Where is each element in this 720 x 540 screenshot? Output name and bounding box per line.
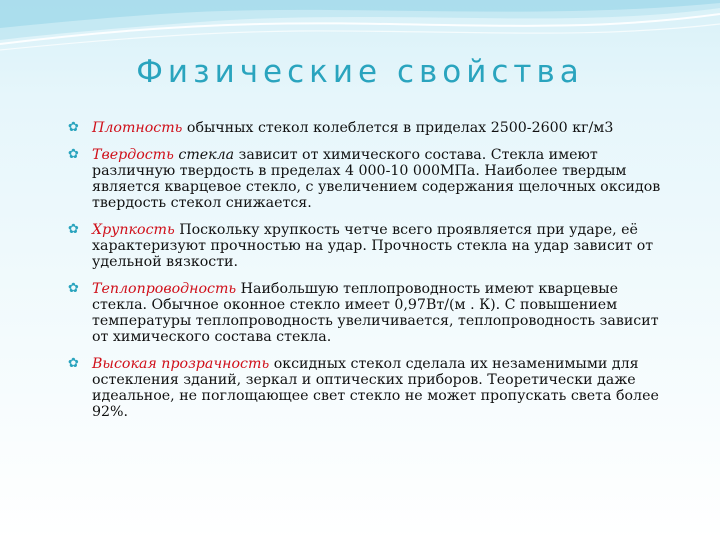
property-term: Плотность	[92, 120, 183, 136]
property-term: Высокая прозрачность	[92, 356, 270, 372]
property-description: Поскольку хрупкость четче всего проявляется при ударе, её характеризуют прочностью на удар. Прочность стекла на удар зависит от удельной вязкости.	[92, 222, 654, 270]
flower-bullet-icon: ✿	[68, 120, 79, 135]
flower-bullet-icon: ✿	[68, 356, 79, 371]
property-term: Теплопроводность	[92, 281, 237, 297]
flower-bullet-icon: ✿	[68, 222, 79, 237]
page-title: Физические свойства	[136, 54, 584, 90]
property-description: оксидных стекол сделала их незаменимыми для остекления зданий, зеркал и оптических приборов. Теоретически даже идеальное, не поглощающее свет стекло не может пропускать света более 92%.	[92, 356, 659, 420]
list-item	[64, 222, 664, 270]
list-item	[64, 356, 664, 420]
flower-bullet-icon: ✿	[68, 147, 79, 162]
property-term: Твердость	[92, 147, 174, 163]
list-item	[64, 147, 664, 211]
property-description: Наибольшую теплопроводность имеют кварцевые стекла. Обычное оконное стекло имеет 0,97Вт/(м . К). С повышением температуры теплопроводность увеличивается, теплопроводность зависит от химического состава стекла.	[92, 281, 659, 345]
property-description: обычных стекол колеблется в приделах 2500-2600 кг/м3	[182, 120, 614, 136]
flower-bullet-icon: ✿	[68, 281, 79, 296]
property-term: Хрупкость	[92, 222, 175, 238]
property-description: зависит от химического состава. Стекла имеют различную твердость в пределах 4 000-10 000МПа. Наиболее твердым является кварцевое стекло, с увеличением содержания щелочных оксидов твердость стекол снижается.	[92, 147, 661, 211]
list-item	[64, 281, 664, 345]
property-term-suffix: стекла	[173, 147, 235, 163]
properties-list	[64, 120, 664, 431]
list-item	[64, 120, 664, 136]
